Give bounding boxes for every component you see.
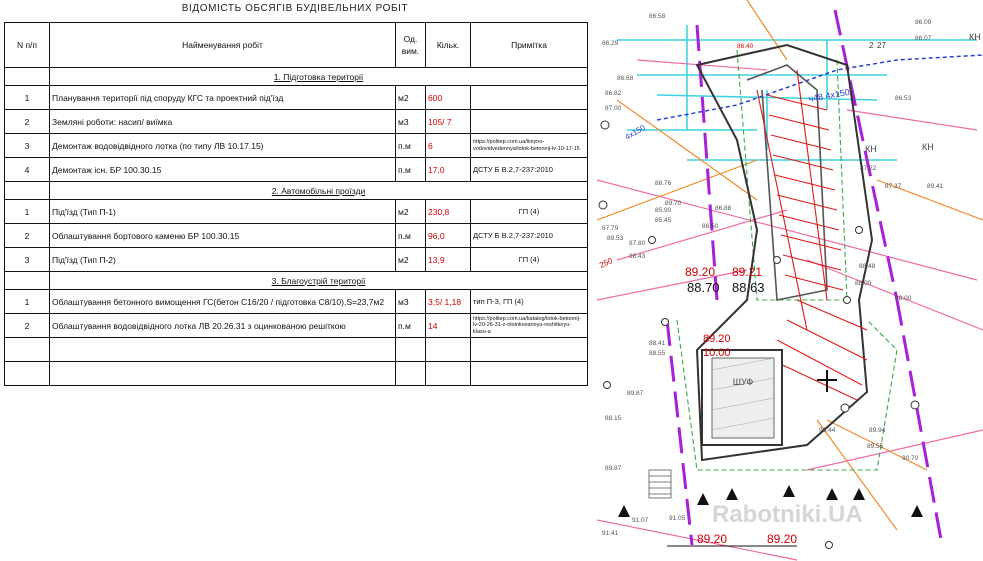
row-name: Планування території під споруду КГС та проектний під'їзд <box>50 86 396 110</box>
design-level-bottom: 88.63 <box>732 280 765 295</box>
road-note: ч48 4x150 <box>807 86 851 104</box>
block-label: 27 <box>877 41 886 50</box>
svg-text:89.41: 89.41 <box>927 183 944 190</box>
svg-text:88.00: 88.00 <box>855 280 872 287</box>
header-num: N п/п <box>5 23 50 68</box>
stair-block <box>649 470 671 498</box>
row-unit: п.м <box>396 224 426 248</box>
row-unit: п.м <box>396 314 426 338</box>
row-name: Під'їзд (Тип П-1) <box>50 200 396 224</box>
section-title: 2. Автомобільні проїзди <box>50 182 588 200</box>
svg-text:86.09: 86.09 <box>915 19 932 26</box>
row-name: Облаштування бетонного вимощення ГС(бетон С16/20 / підготовка С8/10),S=23,7м2 <box>50 290 396 314</box>
svg-text:88.41: 88.41 <box>649 340 666 347</box>
table-row <box>5 86 588 110</box>
pad-level: 89.20 <box>703 333 731 345</box>
pink-utility-lines <box>597 60 983 560</box>
svg-text:87.22: 87.22 <box>860 165 877 172</box>
svg-text:89.55: 89.55 <box>867 443 884 450</box>
row-num: 1 <box>5 290 50 314</box>
design-level-top: 89.20 <box>685 265 716 279</box>
row-name: Облаштування бортового каменю БР 100.30.15 <box>50 224 396 248</box>
road-note-2: 4x150 <box>623 123 647 142</box>
row-name: Демонтаж існ. БР 100.30.15 <box>50 158 396 182</box>
svg-text:89.87: 89.87 <box>627 390 644 397</box>
row-note-link[interactable]: https://politep.com.ua/liniyno-vodovidvedennya/lotok-betonnij-lv-10-17-15 <box>471 134 588 158</box>
row-num: 3 <box>5 248 50 272</box>
row-num: 3 <box>5 134 50 158</box>
svg-text:90.70: 90.70 <box>902 455 919 462</box>
row-qty: 230,8 <box>426 200 471 224</box>
row-qty: 17,0 <box>426 158 471 182</box>
table-row <box>5 290 588 314</box>
svg-text:89.94: 89.94 <box>869 427 886 434</box>
svg-text:91.07: 91.07 <box>632 517 649 524</box>
table-row <box>5 200 588 224</box>
svg-text:91.41: 91.41 <box>602 530 619 537</box>
shuf-label: ШУФ <box>732 377 754 387</box>
row-note: ГП (4) <box>471 248 588 272</box>
table-row <box>5 110 588 134</box>
row-name: Під'їзд (Тип П-2) <box>50 248 396 272</box>
row-num: 4 <box>5 158 50 182</box>
svg-text:86.82: 86.82 <box>605 90 622 97</box>
svg-text:86.68: 86.68 <box>617 75 634 82</box>
cyan-utility-lines <box>617 25 977 160</box>
svg-text:88.15: 88.15 <box>605 415 622 422</box>
kn-label: КН <box>969 32 981 42</box>
row-unit: м3 <box>396 290 426 314</box>
pad-level-sub: 10.00 <box>703 347 731 359</box>
table-row <box>5 248 588 272</box>
svg-text:88.48: 88.48 <box>859 263 876 270</box>
row-name: Земляні роботи: насип/ виїмка <box>50 110 396 134</box>
row-unit: м2 <box>396 200 426 224</box>
row-qty: 6 <box>426 134 471 158</box>
row-unit: п.м <box>396 158 426 182</box>
row-qty: 3,5/ 1,18 <box>426 290 471 314</box>
section-row <box>5 182 588 200</box>
kn-label: КН <box>922 142 934 152</box>
svg-text:86.07: 86.07 <box>915 35 932 42</box>
svg-text:90.44: 90.44 <box>819 427 836 434</box>
works-volume-table <box>4 22 588 386</box>
svg-text:88.00: 88.00 <box>895 295 912 302</box>
site-plan-drawing <box>597 0 983 561</box>
row-unit: м2 <box>396 86 426 110</box>
section-title: 3. Благоустрій території <box>50 272 588 290</box>
svg-text:86.50: 86.50 <box>702 223 719 230</box>
row-num: 2 <box>5 224 50 248</box>
row-unit: м3 <box>396 110 426 134</box>
svg-text:85.45: 85.45 <box>655 217 672 224</box>
row-qty: 105/ 7 <box>426 110 471 134</box>
bottom-level: 89.20 <box>697 532 728 546</box>
row-num: 1 <box>5 86 50 110</box>
row-num: 1 <box>5 200 50 224</box>
svg-text:91.05: 91.05 <box>669 515 686 522</box>
svg-text:89.70: 89.70 <box>665 200 682 207</box>
kn-label: КН <box>865 144 877 154</box>
section-row <box>5 68 588 86</box>
svg-text:87.79: 87.79 <box>602 225 619 232</box>
document-title: ВІДОМІСТЬ ОБСЯГІВ БУДІВЕЛЬНИХ РОБІТ <box>181 3 409 14</box>
section-title: 1. Підготовка території <box>50 68 588 86</box>
row-qty: 13,9 <box>426 248 471 272</box>
row-note: ДСТУ Б В.2,7-237:2010 <box>471 224 588 248</box>
row-qty: 96,0 <box>426 224 471 248</box>
header-unit: Од. вим. <box>396 23 426 68</box>
table-row <box>5 224 588 248</box>
svg-text:89.87: 89.87 <box>605 465 622 472</box>
section-row <box>5 272 588 290</box>
manhole-symbols <box>599 121 919 549</box>
svg-text:86.40: 86.40 <box>737 43 754 50</box>
table-row <box>5 314 588 338</box>
row-note: ГП (4) <box>471 200 588 224</box>
svg-text:86.53: 86.53 <box>895 95 912 102</box>
svg-text:87.80: 87.80 <box>629 240 646 247</box>
watermark: Rabotniki.UA <box>712 501 863 528</box>
row-note: ДСТУ Б В.2,7-237:2010 <box>471 158 588 182</box>
empty-row <box>5 362 588 386</box>
block-label: 2 <box>869 41 874 50</box>
design-level-top: 89.21 <box>732 265 763 279</box>
row-unit: м2 <box>396 248 426 272</box>
header-name: Найменування робіт <box>50 23 396 68</box>
row-note <box>471 110 588 134</box>
svg-text:88.55: 88.55 <box>649 350 666 357</box>
row-qty: 14 <box>426 314 471 338</box>
row-name: Демонтаж водовідвідного лотка (по типу ЛВ 10.17.15) <box>50 134 396 158</box>
zone-label: 250 <box>598 256 614 270</box>
row-num: 2 <box>5 110 50 134</box>
row-unit: п.м <box>396 134 426 158</box>
table-row <box>5 158 588 182</box>
row-note <box>471 86 588 110</box>
row-name: Облаштування водовідвідного лотка ЛВ 20.26.31 з оцинкованою решіткою <box>50 314 396 338</box>
row-qty: 600 <box>426 86 471 110</box>
header-note: Примітка <box>471 23 588 68</box>
header-qty: Кільк. <box>426 23 471 68</box>
design-level-bottom: 88.70 <box>687 280 720 295</box>
shuf-cabinet <box>712 358 774 438</box>
svg-text:86.88: 86.88 <box>715 205 732 212</box>
svg-text:89.53: 89.53 <box>607 235 624 242</box>
table-header-row <box>5 23 588 68</box>
svg-text:88.43: 88.43 <box>629 253 646 260</box>
table-row <box>5 134 588 158</box>
svg-text:88.76: 88.76 <box>655 180 672 187</box>
row-num: 2 <box>5 314 50 338</box>
svg-text:87.00: 87.00 <box>605 105 622 112</box>
bottom-level: 89.20 <box>767 532 798 546</box>
svg-text:86.58: 86.58 <box>649 13 666 20</box>
empty-row <box>5 338 588 362</box>
svg-text:85.90: 85.90 <box>655 207 672 214</box>
row-note: тип П-3, ГП (4) <box>471 290 588 314</box>
svg-text:87.37: 87.37 <box>885 183 902 190</box>
row-note-link[interactable]: https://politep.com.ua/katalog/lotok-betonnij-lv-20-26-31-z-otsinkovanoyu-reshitkoyu-klasu-a <box>471 314 588 338</box>
svg-text:86.29: 86.29 <box>602 40 619 47</box>
